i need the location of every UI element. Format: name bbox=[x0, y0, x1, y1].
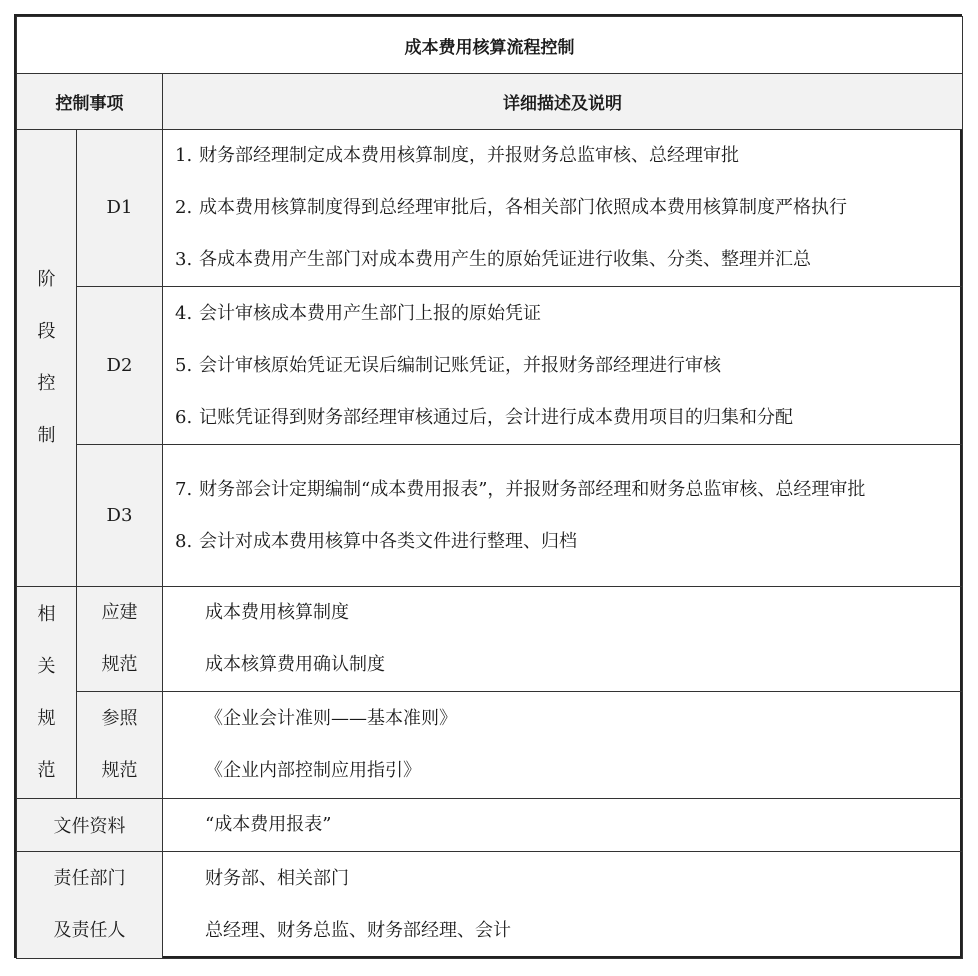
responsible-list bbox=[163, 852, 963, 959]
header-description: 详细描述及说明 bbox=[163, 74, 963, 130]
related-norms-label: 相 关 规 范 bbox=[17, 587, 77, 799]
build-norms-list bbox=[163, 587, 963, 692]
reference-norms-list bbox=[163, 692, 963, 799]
stage-control-label: 阶 段 控 制 bbox=[17, 130, 77, 587]
stage-d2-description bbox=[163, 287, 963, 445]
list-item: 财务部、相关部门 bbox=[205, 868, 349, 889]
list-item: 《企业会计准则——基本准则》 bbox=[205, 708, 457, 729]
list-item: 6. 记账凭证得到财务部经理审核通过后，会计进行成本费用项目的归集和分配 bbox=[175, 406, 793, 428]
process-control-table bbox=[16, 16, 963, 959]
list-item: 3. 各成本费用产生部门对成本费用产生的原始凭证进行收集、分类、整理并汇总 bbox=[175, 249, 811, 270]
list-item: 1. 财务部经理制定成本费用核算制度，并报财务总监审核、总经理审批 bbox=[175, 145, 739, 166]
stage-code-d1: D1 bbox=[77, 130, 163, 287]
documents-label: 文件资料 bbox=[17, 799, 163, 852]
stage-d1-description bbox=[163, 130, 963, 287]
list-item: 成本费用核算制度 bbox=[205, 602, 349, 623]
table-title: 成本费用核算流程控制 bbox=[17, 17, 963, 74]
list-item: 5. 会计审核原始凭证无误后编制记账凭证，并报财务部经理进行审核 bbox=[175, 354, 721, 376]
list-item: 8. 会计对成本费用核算中各类文件进行整理、归档 bbox=[175, 530, 577, 552]
list-item: “成本费用报表” bbox=[205, 814, 332, 835]
list-item: 7. 财务部会计定期编制“成本费用报表”，并报财务部经理和财务总监审核、总经理审批 bbox=[175, 478, 866, 500]
header-control-item: 控制事项 bbox=[17, 74, 163, 130]
list-item: 4. 会计审核成本费用产生部门上报的原始凭证 bbox=[175, 302, 541, 324]
build-norms-label: 应建 规范 bbox=[77, 587, 163, 692]
list-item: 2. 成本费用核算制度得到总经理审批后，各相关部门依照成本费用核算制度严格执行 bbox=[175, 197, 847, 218]
list-item: 总经理、财务总监、财务部经理、会计 bbox=[205, 920, 511, 941]
stage-code-d2: D2 bbox=[77, 287, 163, 445]
documents-list bbox=[163, 799, 963, 852]
reference-norms-label: 参照 规范 bbox=[77, 692, 163, 799]
responsible-label: 责任部门 及责任人 bbox=[17, 852, 163, 959]
stage-code-d3: D3 bbox=[77, 445, 163, 587]
list-item: 《企业内部控制应用指引》 bbox=[205, 760, 421, 781]
list-item: 成本核算费用确认制度 bbox=[205, 654, 385, 675]
stage-d3-description bbox=[163, 445, 963, 587]
